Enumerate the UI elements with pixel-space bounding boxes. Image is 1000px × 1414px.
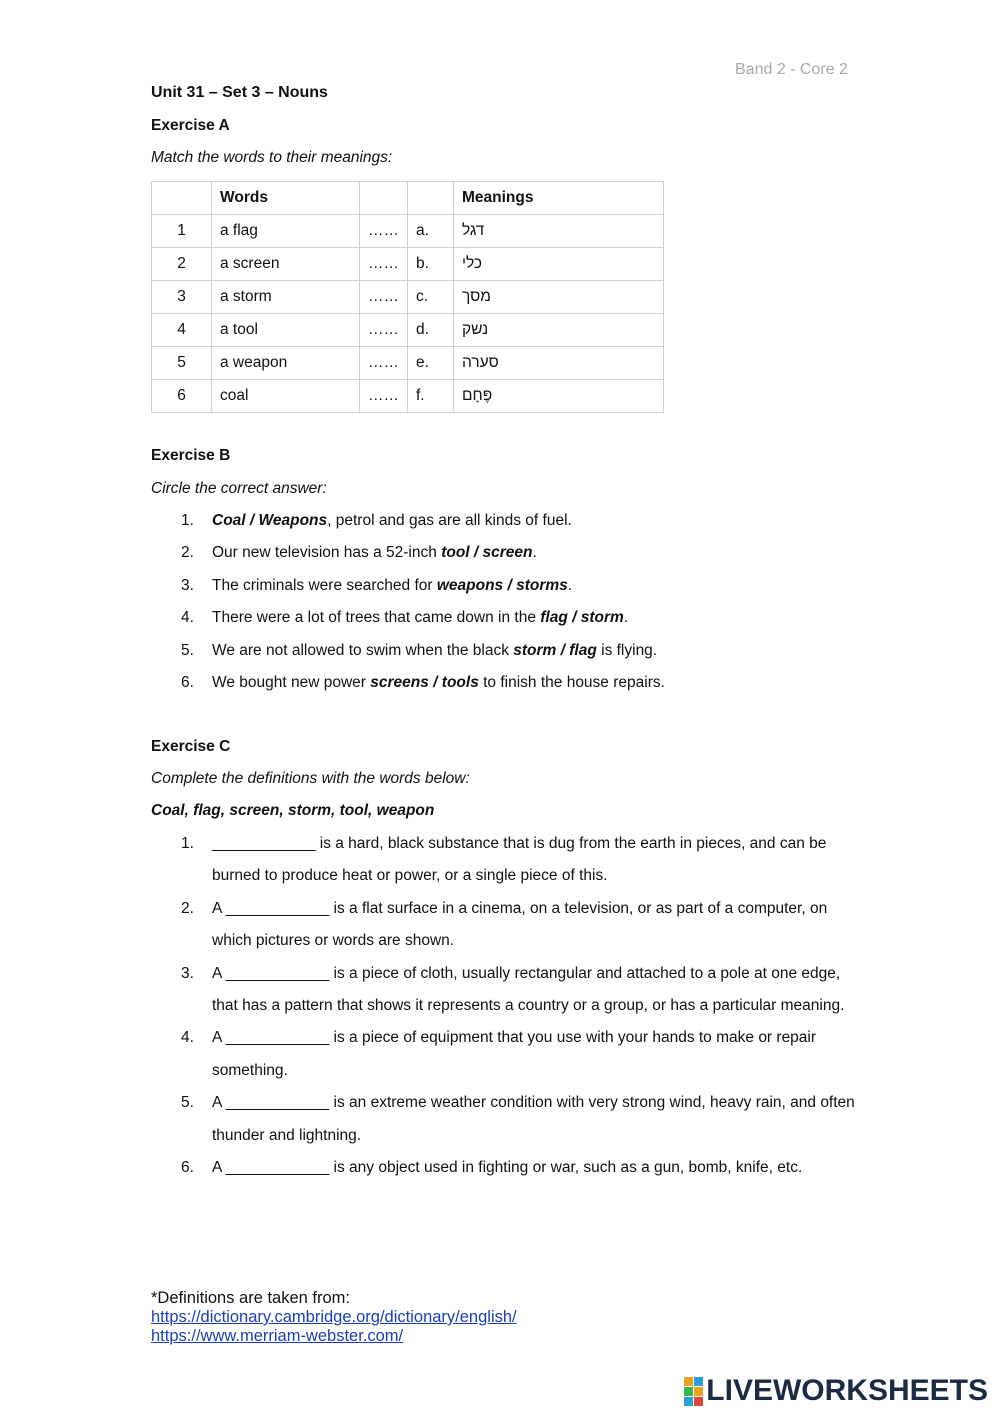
table-row: 5 a weapon …… e. סערה (152, 347, 664, 380)
list-item: 3. The criminals were searched for weapons / storms. (181, 576, 573, 594)
col-meanings: Meanings (454, 182, 664, 215)
logo-text: LIVEWORKSHEETS (706, 1374, 988, 1407)
word-cell: a screen (212, 248, 360, 281)
definition-text[interactable]: A ____________ is any object used in fighting or war, such as a gun, bomb, knife, etc. (212, 1159, 803, 1177)
meaning-cell: סערה (454, 347, 664, 380)
page-title: Unit 31 – Set 3 – Nouns (151, 84, 328, 101)
exercise-c-instruction: Complete the definitions with the words below: (151, 770, 470, 787)
table-row: 6 coal …… f. פֶּחָם (152, 380, 664, 413)
sources-label: *Definitions are taken from: (151, 1289, 351, 1307)
list-item: 5. We are not allowed to swim when the black storm / flag is flying. (181, 641, 658, 659)
list-item: 1. Coal / Weapons, petrol and gas are all kinds of fuel. (181, 512, 572, 529)
list-item: 4. There were a lot of trees that came down in the flag / storm. (181, 609, 629, 627)
meaning-cell: נשק (454, 314, 664, 347)
meaning-cell: דגל (454, 215, 664, 248)
table-row: 2 a screen …… b. כלי (152, 248, 664, 281)
list-item: 6. We bought new power screens / tools to finish the house repairs. (181, 673, 665, 691)
liveworksheets-logo (684, 1374, 988, 1408)
answer-blank[interactable]: …… (360, 248, 408, 281)
list-item: 6. A ____________ is any object used in fighting or war, such as a gun, bomb, knife, etc. (181, 1159, 803, 1177)
list-item: 4. A ____________ is a piece of equipment that you use with your hands to make or repair something. (181, 1029, 817, 1079)
sources-block (151, 1289, 517, 1346)
word-cell: a flag (212, 215, 360, 248)
list-item: 3. A ____________ is a piece of cloth, usually rectangular and attached to a pole at one edge, that has a pattern that shows it represents a country or a group, or has a particular meaning. (181, 964, 845, 1015)
answer-choice[interactable]: screens / tools (370, 673, 479, 691)
exercise-b-list (181, 511, 861, 705)
word-cell: a tool (212, 314, 360, 347)
cambridge-link[interactable]: https://dictionary.cambridge.org/dictionary/english/ (151, 1308, 517, 1326)
list-item: 2. Our new television has a 52-inch tool / screen. (181, 544, 537, 562)
col-words: Words (212, 182, 360, 215)
definition-text[interactable]: A ____________ is a piece of equipment that you use with your hands to make or repair something. (212, 1029, 817, 1079)
list-item: 1. ____________ is a hard, black substance that is dug from the earth in pieces, and can be burned to produce heat or power, or a single piece of this. (181, 835, 827, 885)
table-row: 4 a tool …… d. נשק (152, 314, 664, 347)
band-label: Band 2 - Core 2 (735, 61, 848, 78)
answer-blank[interactable]: …… (360, 347, 408, 380)
answer-blank[interactable]: …… (360, 215, 408, 248)
word-cell: a weapon (212, 347, 360, 380)
list-item: 5. A ____________ is an extreme weather condition with very strong wind, heavy rain, and often thunder and lightning. (181, 1094, 855, 1144)
table-header-row (152, 182, 664, 215)
answer-choice[interactable]: tool / screen (441, 544, 533, 562)
word-bank: Coal, flag, screen, storm, tool, weapon (151, 802, 435, 819)
answer-blank[interactable]: …… (360, 281, 408, 314)
table-row: 1 a flag …… a. דגל (152, 215, 664, 248)
definition-text[interactable]: A ____________ is an extreme weather condition with very strong wind, heavy rain, and often thunder and lightning. (212, 1094, 855, 1144)
definition-text[interactable]: ____________ is a hard, black substance that is dug from the earth in pieces, and can be burned to produce heat or power, or a single piece of this. (212, 835, 827, 885)
word-cell: a storm (212, 281, 360, 314)
exercise-c-heading: Exercise C (151, 738, 231, 755)
merriam-webster-link[interactable]: https://www.merriam-webster.com/ (151, 1327, 404, 1345)
meaning-cell: פֶּחָם (454, 380, 664, 413)
exercise-a-instruction: Match the words to their meanings: (151, 149, 393, 166)
exercise-a-heading: Exercise A (151, 117, 230, 134)
word-cell: coal (212, 380, 360, 413)
exercise-b-heading: Exercise B (151, 447, 231, 464)
table-row: 3 a storm …… c. מסך (152, 281, 664, 314)
meaning-cell: מסך (454, 281, 664, 314)
answer-blank[interactable]: …… (360, 314, 408, 347)
matching-table (151, 181, 664, 413)
definition-text[interactable]: A ____________ is a flat surface in a cinema, on a television, or as part of a computer, on which pictures or words are shown. (212, 899, 828, 950)
logo-mark-icon (684, 1377, 703, 1406)
meaning-cell: כלי (454, 248, 664, 281)
answer-choice[interactable]: Coal / Weapons (212, 512, 328, 529)
answer-choice[interactable]: storm / flag (513, 641, 597, 659)
answer-blank[interactable]: …… (360, 380, 408, 413)
exercise-c-list (181, 828, 856, 1184)
answer-choice[interactable]: flag / storm (540, 609, 624, 627)
exercise-b-instruction: Circle the correct answer: (151, 480, 327, 497)
list-item: 2. A ____________ is a flat surface in a cinema, on a television, or as part of a computer, on which pictures or words are shown. (181, 899, 828, 950)
answer-choice[interactable]: weapons / storms (436, 576, 568, 594)
definition-text[interactable]: A ____________ is a piece of cloth, usually rectangular and attached to a pole at one edge, that has a pattern that shows it represents a country or a group, or has a particular meaning. (212, 964, 845, 1015)
